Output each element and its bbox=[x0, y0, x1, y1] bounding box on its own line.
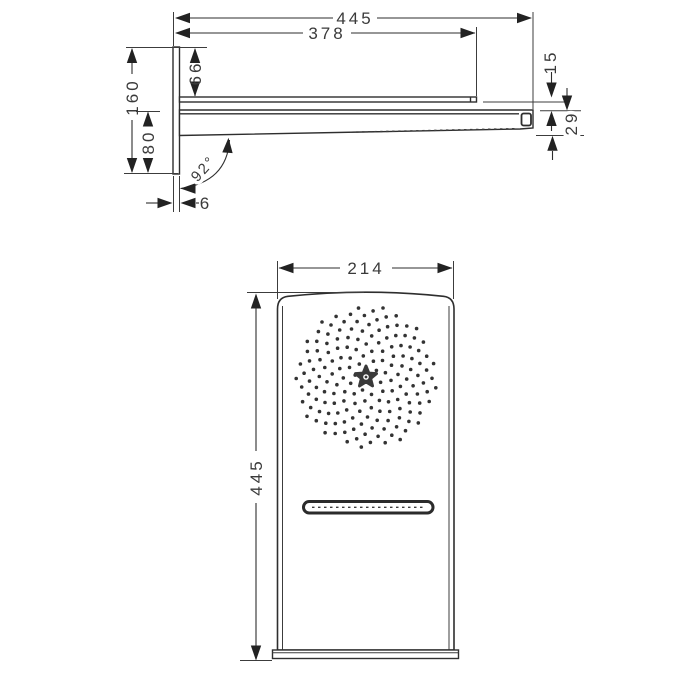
spray-nozzle-dot bbox=[348, 366, 352, 370]
spray-nozzle-dot bbox=[394, 314, 398, 318]
spray-nozzle-dot bbox=[390, 345, 394, 349]
spray-nozzle-dot bbox=[381, 359, 385, 363]
spray-nozzle-dot bbox=[356, 338, 360, 342]
spray-nozzle-dot bbox=[370, 426, 374, 430]
spray-nozzle-dot bbox=[360, 422, 364, 426]
spray-nozzle-dot bbox=[330, 372, 334, 376]
spray-nozzle-dot bbox=[351, 416, 355, 420]
spray-nozzle-dot bbox=[405, 324, 409, 328]
spray-nozzle-dot bbox=[385, 336, 389, 340]
spray-nozzle-dot bbox=[306, 350, 310, 354]
spray-nozzle-dot bbox=[416, 374, 420, 378]
spray-nozzle-dot bbox=[410, 357, 414, 361]
spray-nozzle-dot bbox=[375, 318, 379, 322]
spray-nozzle-dot bbox=[336, 346, 340, 350]
spray-nozzle-dot bbox=[363, 314, 367, 318]
dim-label-panel-height: 445 bbox=[247, 458, 266, 496]
spray-nozzle-dot bbox=[388, 410, 392, 414]
spray-nozzle-dot bbox=[384, 315, 388, 319]
spray-nozzle-dot bbox=[320, 320, 324, 324]
spray-nozzle-dot bbox=[315, 398, 319, 402]
spray-nozzle-dot bbox=[367, 323, 371, 327]
spray-nozzle-dot bbox=[358, 409, 362, 413]
spray-nozzle-dot bbox=[408, 345, 412, 349]
spray-nozzle-dot bbox=[363, 432, 367, 436]
spray-nozzle-dot bbox=[325, 342, 329, 346]
dim-arrow bbox=[279, 263, 294, 273]
spray-nozzle-dot bbox=[348, 356, 352, 360]
dim-arrow bbox=[517, 13, 532, 23]
dim-arrow bbox=[438, 263, 453, 273]
spray-nozzle-dot bbox=[418, 411, 422, 415]
dim-label-shelf-depth: 378 bbox=[308, 24, 346, 43]
spray-nozzle-dot bbox=[381, 306, 385, 310]
spray-nozzle-dot bbox=[430, 377, 434, 381]
spray-nozzle-dot bbox=[399, 385, 403, 389]
spray-nozzle-dot bbox=[326, 332, 330, 336]
spray-nozzle-dot bbox=[425, 390, 429, 394]
spray-nozzle-dot bbox=[336, 337, 340, 341]
center-jet-dot bbox=[365, 376, 368, 379]
spray-nozzle-dot bbox=[332, 392, 336, 396]
spray-nozzle-dot bbox=[318, 358, 322, 362]
spray-nozzle-dot bbox=[354, 348, 358, 352]
spray-nozzle-dot bbox=[369, 441, 373, 445]
spray-nozzle-dot bbox=[425, 354, 429, 358]
spray-nozzle-dot bbox=[403, 334, 407, 338]
spray-nozzle-dot bbox=[371, 309, 375, 313]
dim-label-head-end-height: 29 bbox=[562, 110, 581, 136]
dim-arrow bbox=[546, 83, 556, 98]
spray-nozzle-dot bbox=[381, 349, 385, 353]
panel-base-strip bbox=[273, 650, 459, 659]
spray-nozzle-dot bbox=[305, 415, 309, 419]
spray-nozzle-dot bbox=[396, 398, 400, 402]
spray-nozzle-dot bbox=[346, 336, 350, 340]
spray-nozzle-dot bbox=[409, 368, 413, 372]
spray-nozzle-dot bbox=[334, 315, 338, 319]
spray-nozzle-dot bbox=[413, 336, 417, 340]
dim-shelf-depth bbox=[175, 24, 476, 43]
spray-nozzle-dot bbox=[335, 383, 339, 387]
spray-nozzle-dot bbox=[342, 320, 346, 324]
spray-nozzle-dot bbox=[327, 351, 331, 355]
spray-nozzle-dot bbox=[343, 420, 347, 424]
dim-label-top-offset: 66 bbox=[186, 60, 205, 86]
spray-nozzle-dot bbox=[394, 334, 398, 338]
dim-label-plate-thickness: 6 bbox=[199, 194, 213, 213]
spray-nozzle-dot bbox=[384, 371, 388, 375]
spray-nozzle-dot bbox=[325, 380, 329, 384]
spray-nozzle-dot bbox=[372, 359, 376, 363]
dim-arrow bbox=[175, 13, 190, 23]
spray-nozzle-dot bbox=[401, 354, 405, 358]
dim-tilt-angle bbox=[181, 137, 234, 193]
spray-nozzle-dot bbox=[415, 327, 419, 331]
spray-nozzle-dot bbox=[364, 342, 368, 346]
dim-panel-height bbox=[247, 294, 266, 661]
spray-nozzle-dot bbox=[327, 412, 331, 416]
spray-nozzle-dot bbox=[434, 386, 438, 390]
spray-nozzle-dot bbox=[366, 415, 370, 419]
dim-arrow bbox=[127, 158, 137, 173]
dim-label-wall-plate-height: 160 bbox=[123, 78, 142, 116]
dim-shelf-thickness bbox=[541, 50, 560, 131]
spray-nozzle-dot bbox=[315, 419, 319, 423]
dim-arrow bbox=[181, 198, 196, 208]
spray-nozzle-dot bbox=[399, 344, 403, 348]
spray-nozzle-dot bbox=[375, 419, 379, 423]
spray-nozzle-dot bbox=[302, 371, 306, 375]
spray-nozzle-dot bbox=[323, 366, 327, 370]
spray-nozzle-dot bbox=[329, 323, 333, 327]
spray-nozzle-dot bbox=[382, 427, 386, 431]
spray-nozzle-dot bbox=[315, 386, 319, 390]
spray-nozzle-dot bbox=[301, 400, 305, 404]
spray-nozzle-dot bbox=[307, 392, 311, 396]
spray-nozzle-dot bbox=[338, 328, 342, 332]
spray-nozzle-dot bbox=[370, 350, 374, 354]
wall-plate bbox=[173, 47, 180, 174]
spray-nozzle-dot bbox=[345, 408, 349, 412]
spray-nozzle-dot bbox=[362, 354, 366, 358]
spray-nozzle-dot bbox=[349, 382, 353, 386]
dim-arrow bbox=[158, 198, 173, 208]
dim-label-lower-offset: 80 bbox=[139, 129, 158, 155]
spray-nozzle-dot bbox=[355, 437, 359, 441]
spray-nozzle-dot bbox=[418, 362, 422, 366]
dim-label-tilt-angle: 92° bbox=[187, 152, 220, 186]
spray-nozzle-dot bbox=[333, 401, 337, 405]
spray-nozzle-dot bbox=[300, 385, 304, 389]
spray-nozzle-dot bbox=[361, 388, 365, 392]
spray-nozzle-dot bbox=[357, 306, 361, 310]
dim-arrow bbox=[222, 137, 233, 153]
dim-arrow bbox=[175, 28, 190, 38]
spray-nozzle-dot bbox=[324, 421, 328, 425]
dim-label-shelf-thickness: 15 bbox=[541, 49, 560, 75]
spray-nozzle-dot bbox=[379, 381, 383, 385]
spray-nozzle-dot bbox=[345, 345, 349, 349]
spray-nozzle-dot bbox=[377, 328, 381, 332]
spray-nozzle-dot bbox=[353, 402, 357, 406]
spray-nozzle-dot bbox=[323, 390, 327, 394]
spray-nozzle-dot bbox=[378, 399, 382, 403]
panel-outline bbox=[278, 292, 455, 650]
dim-panel-width bbox=[279, 259, 453, 278]
spray-nozzle-dot bbox=[361, 329, 365, 333]
dim-arrow bbox=[546, 111, 556, 126]
spray-nozzle-dot bbox=[370, 406, 374, 410]
spray-nozzle-dot bbox=[411, 384, 415, 388]
spray-nozzle-dot bbox=[308, 359, 312, 363]
spray-nozzle-dot bbox=[408, 410, 412, 414]
dim-arrow bbox=[143, 158, 153, 173]
spray-nozzle-dot bbox=[323, 401, 327, 405]
spray-nozzle-dot bbox=[417, 349, 421, 353]
spray-nozzle-dot bbox=[363, 399, 367, 403]
spray-nozzle-dot bbox=[427, 400, 431, 404]
spray-nozzle-dot bbox=[381, 389, 385, 393]
spray-nozzle-dot bbox=[390, 389, 394, 393]
spray-nozzle-dot bbox=[432, 362, 436, 366]
spray-nozzle-dot bbox=[352, 392, 356, 396]
spray-nozzle-dot bbox=[350, 327, 354, 331]
dim-lower-offset bbox=[139, 112, 158, 174]
dim-arrow bbox=[127, 48, 137, 63]
spray-nozzle-dot bbox=[387, 400, 391, 404]
spray-nozzle-dot bbox=[408, 401, 412, 405]
dim-top-offset bbox=[186, 48, 205, 97]
spray-nozzle-dot bbox=[422, 340, 426, 344]
dim-arrow bbox=[251, 646, 261, 661]
spray-nozzle-dot bbox=[390, 363, 394, 367]
spray-nozzle-dot bbox=[333, 432, 337, 436]
spray-nozzle-dot bbox=[417, 421, 421, 425]
spray-nozzle-dot bbox=[355, 320, 359, 324]
dim-label-overall-depth: 445 bbox=[336, 9, 374, 28]
spray-nozzle-dot bbox=[396, 373, 400, 377]
side-view bbox=[123, 9, 584, 213]
spray-nozzle-dot bbox=[378, 409, 382, 413]
spray-nozzle-dot bbox=[404, 429, 408, 433]
spray-nozzle-dot bbox=[360, 445, 364, 449]
spray-nozzle-dot bbox=[425, 368, 429, 372]
spray-nozzle-dot bbox=[389, 379, 393, 383]
spray-nozzle-dot bbox=[375, 369, 379, 373]
dim-label-panel-width: 214 bbox=[347, 259, 385, 278]
spray-nozzle-dot bbox=[294, 377, 298, 381]
spray-nozzle-dot bbox=[395, 324, 399, 328]
spray-nozzle-dot bbox=[395, 425, 399, 429]
spray-nozzle-dot bbox=[358, 362, 362, 366]
spray-nozzle-dot bbox=[315, 340, 319, 344]
spray-nozzle-dot bbox=[370, 334, 374, 338]
spray-nozzle-dot bbox=[370, 393, 374, 397]
spray-nozzle-dot bbox=[336, 411, 340, 415]
spray-nozzle-dot bbox=[418, 401, 422, 405]
spray-nozzle-dot bbox=[334, 422, 338, 426]
spray-nozzle-dot bbox=[386, 325, 390, 329]
spray-nozzle-dot bbox=[400, 364, 404, 368]
dim-arrow bbox=[143, 112, 153, 127]
spray-nozzle-dot bbox=[312, 368, 316, 372]
spray-nozzle-dot bbox=[398, 438, 402, 442]
spray-nozzle-dot bbox=[317, 330, 321, 334]
spray-nozzle-dot bbox=[331, 359, 335, 363]
spray-nozzle-dot bbox=[422, 381, 426, 385]
spray-nozzle-dot bbox=[343, 390, 347, 394]
spray-nozzle-dot bbox=[398, 416, 402, 420]
spray-nozzle-dot bbox=[299, 362, 303, 366]
spray-nozzle-dot bbox=[352, 427, 356, 431]
spray-nozzle-dot bbox=[405, 377, 409, 381]
dim-overall-depth bbox=[175, 9, 532, 28]
spray-nozzle-dot bbox=[345, 440, 349, 444]
spray-nozzle-dot bbox=[342, 399, 346, 403]
spray-nozzle-dot bbox=[342, 376, 346, 380]
shelf-profile bbox=[180, 97, 477, 102]
spray-nozzle-dot bbox=[377, 341, 381, 345]
dim-arrow bbox=[562, 96, 572, 111]
spray-nozzle-dot bbox=[398, 407, 402, 411]
spray-nozzle-dot bbox=[349, 313, 353, 317]
dim-arrow bbox=[461, 28, 476, 38]
spray-nozzle-dot bbox=[338, 367, 342, 371]
spray-nozzle-dot bbox=[309, 406, 313, 410]
spray-nozzle-dot bbox=[390, 433, 394, 437]
spray-nozzle-dot bbox=[404, 392, 408, 396]
spray-nozzle-dot bbox=[392, 354, 396, 358]
spray-nozzle-dot bbox=[318, 410, 322, 414]
spray-nozzle-dot bbox=[416, 392, 420, 396]
spray-nozzle-dot bbox=[323, 431, 327, 435]
spray-nozzle-dot bbox=[306, 340, 310, 344]
spray-nozzle-dot bbox=[407, 420, 411, 424]
spray-nozzle-dot bbox=[318, 375, 322, 379]
dim-arrow bbox=[547, 136, 557, 151]
spray-nozzle-dot bbox=[339, 356, 343, 360]
spray-nozzle-dot bbox=[316, 349, 320, 353]
spray-nozzle-dot bbox=[343, 431, 347, 435]
dim-arrow bbox=[181, 183, 196, 193]
front-view bbox=[240, 259, 459, 661]
spray-nozzle-dot bbox=[376, 435, 380, 439]
dim-arrow bbox=[251, 294, 261, 309]
spray-nozzle-dot bbox=[383, 441, 387, 445]
spray-nozzle-dot bbox=[308, 379, 312, 383]
spray-nozzle-dot bbox=[386, 419, 390, 423]
